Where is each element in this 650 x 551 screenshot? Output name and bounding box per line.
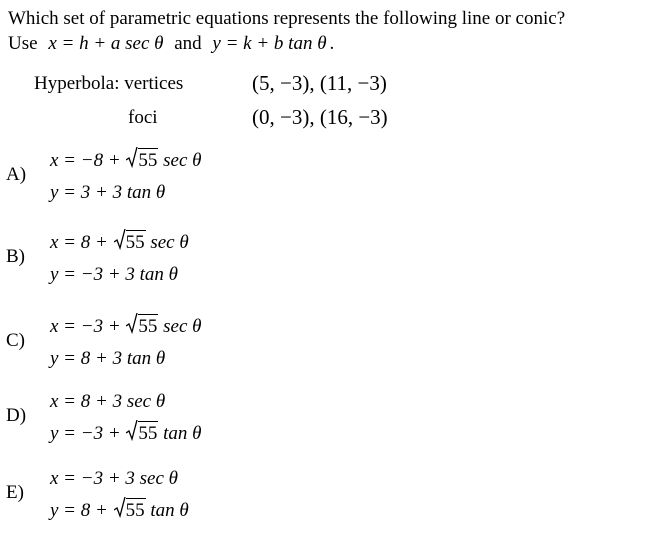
option-e-y-equation: y = 8 + 55 tan θ	[50, 500, 189, 522]
option-a-x-equation: x = −8 + 55 sec θ	[50, 150, 202, 172]
radical-sign-icon	[114, 497, 126, 519]
option-d-y-equation: y = −3 + 55 tan θ	[50, 423, 202, 445]
option-b-label: B)	[6, 246, 25, 267]
option-e-label: E)	[6, 482, 24, 503]
period: .	[329, 33, 335, 54]
option-a-x-sqrt: 55	[126, 150, 158, 172]
option-c-x-equation: x = −3 + 55 sec θ	[50, 316, 202, 338]
param-eq-y: y = k + b tan θ	[212, 33, 327, 54]
option-e-y-sqrt: 55	[114, 500, 146, 522]
and-word: and	[174, 33, 202, 54]
option-c-y-equation: y = 8 + 3 tan θ	[50, 348, 166, 369]
option-a-label: A)	[6, 164, 27, 185]
radical-sign-icon	[114, 229, 126, 251]
option-d-y-sqrt: 55	[126, 423, 158, 445]
option-b-x-equation: x = 8 + 55 sec θ	[50, 232, 189, 254]
foci-label: foci	[128, 107, 158, 128]
vertices-label: Hyperbola: vertices	[34, 73, 184, 94]
option-c-x-sqrt: 55	[126, 316, 158, 338]
param-eq-x: x = h + a sec θ	[48, 33, 164, 54]
option-d-label: D)	[6, 405, 27, 426]
vertices-value: (5, −3), (11, −3)	[252, 71, 387, 95]
option-b-y-equation: y = −3 + 3 tan θ	[50, 264, 179, 285]
question-text: Which set of parametric equations represents the following line or conic?	[8, 8, 566, 29]
option-c-label: C)	[6, 330, 25, 351]
option-d-x-equation: x = 8 + 3 sec θ	[50, 391, 166, 412]
option-b-x-sqrt: 55	[114, 232, 146, 254]
option-a-y-equation: y = 3 + 3 tan θ	[50, 182, 166, 203]
radical-sign-icon	[126, 420, 138, 442]
option-e-x-equation: x = −3 + 3 sec θ	[50, 468, 178, 489]
question-use-line	[8, 33, 334, 55]
use-word: Use	[8, 33, 38, 54]
radical-sign-icon	[126, 147, 138, 169]
foci-value: (0, −3), (16, −3)	[252, 105, 388, 129]
radical-sign-icon	[126, 313, 138, 335]
